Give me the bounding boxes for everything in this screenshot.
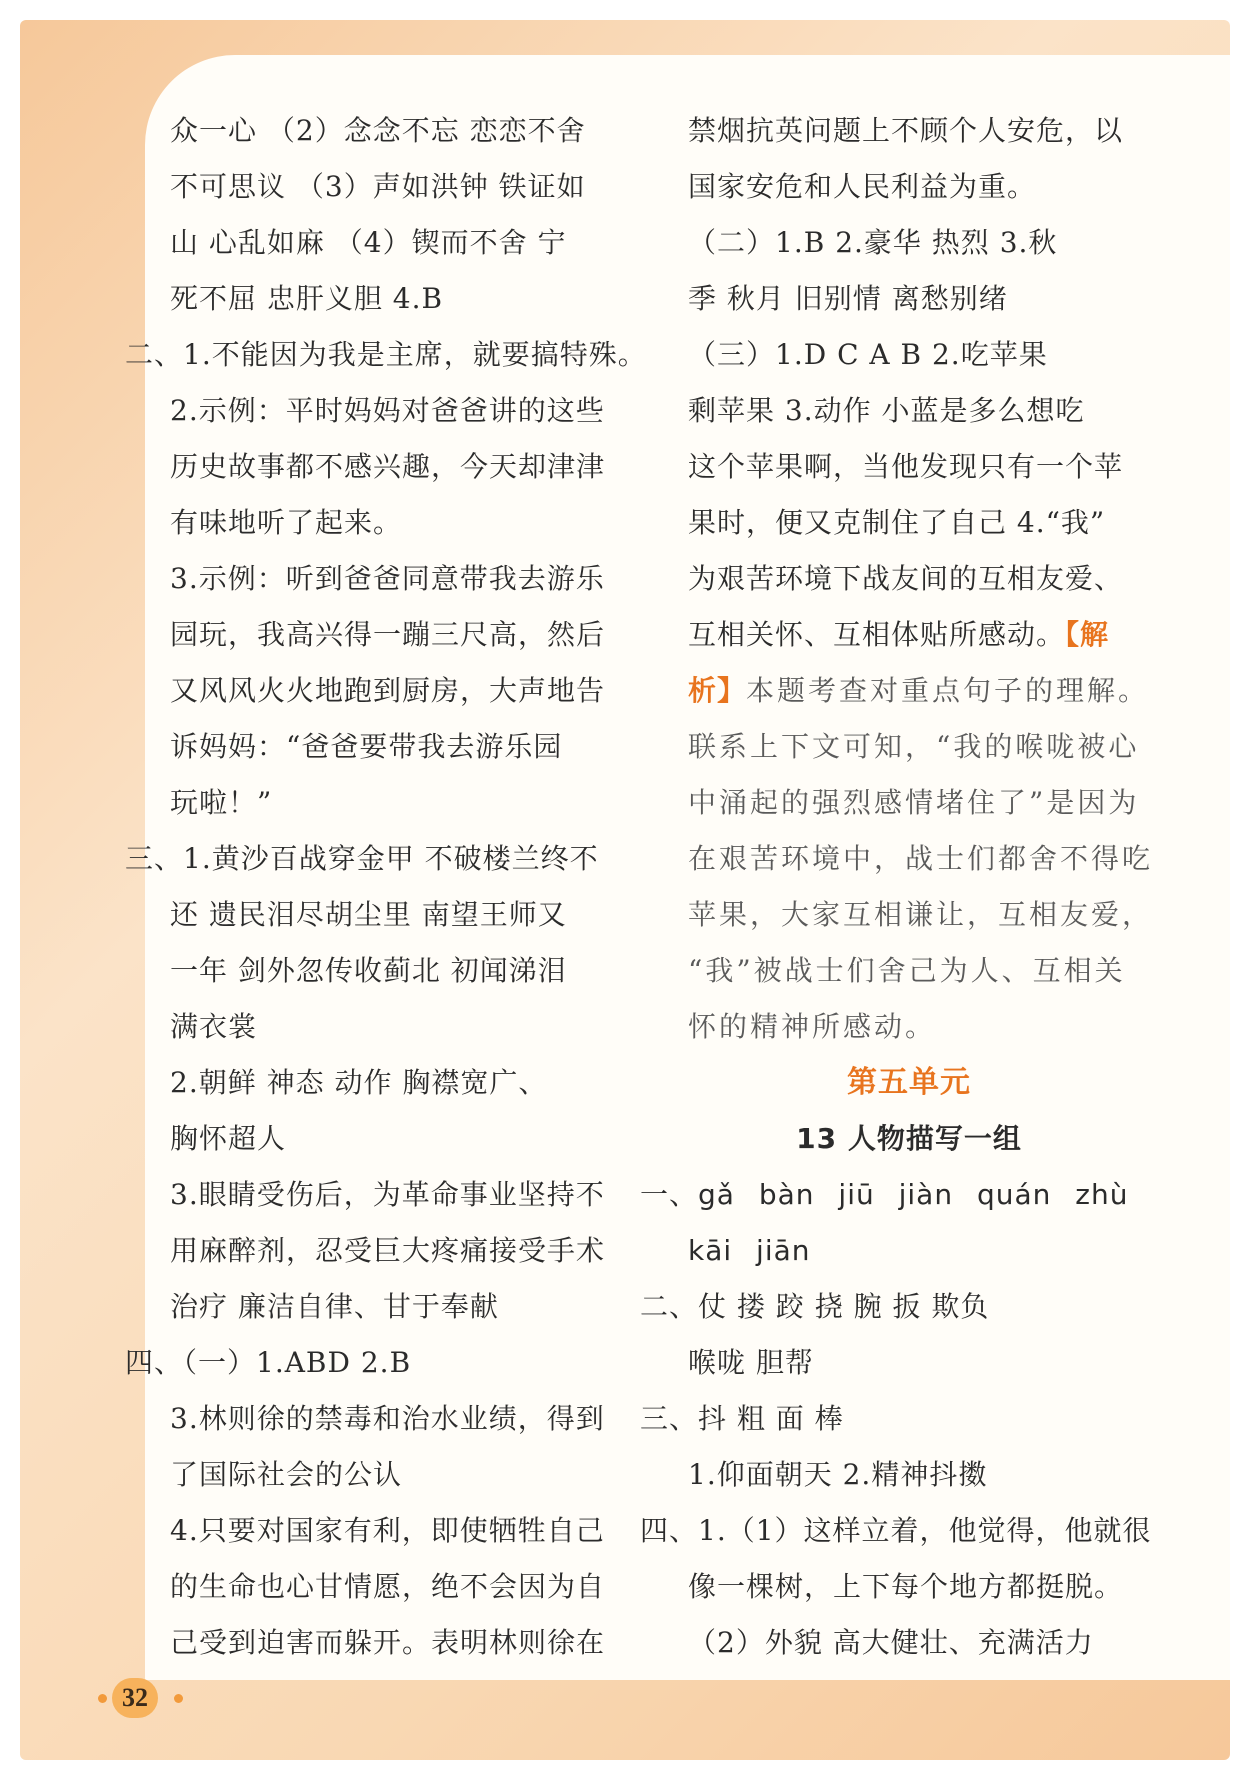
text-line: 山 心乱如麻 （4）锲而不舍 宁 (170, 226, 567, 259)
text-line: 又风风火火地跑到厨房，大声地告 (170, 674, 606, 707)
text-line: 三、抖 粗 面 棒 (640, 1402, 844, 1435)
text-line: 诉妈妈：“爸爸要带我去游乐园 (170, 730, 563, 763)
analysis-line: “我”被战士们舍己为人、互相关 (688, 954, 1126, 987)
text-line-with-tag (640, 607, 1130, 663)
text-line: 季 秋月 旧别情 离愁别绪 (688, 282, 1008, 315)
text-line: 3.林则徐的禁毒和治水业绩，得到 (170, 1402, 605, 1435)
text-line: 己受到迫害而躲开。表明林则徐在 (170, 1626, 606, 1659)
text-line: 死不屈 忠肝义胆 4.B (170, 282, 444, 315)
text-line-with-tag (640, 663, 1150, 719)
text-line: 二、1.不能因为我是主席，就要搞特殊。 (125, 338, 647, 371)
text-line: 4.只要对国家有利，即使牺牲自己 (170, 1514, 605, 1547)
text-line: 众一心 （2）念念不忘 恋恋不舍 (170, 114, 586, 147)
text-line: 二、仗 搂 跤 挠 腕 扳 欺负 (640, 1290, 990, 1323)
text-line: 满衣裳 (170, 1010, 258, 1043)
text-line: 2.示例：平时妈妈对爸爸讲的这些 (170, 394, 605, 427)
analysis-line: 苹果，大家互相谦让，互相友爱， (688, 898, 1154, 931)
text-line: 还 遗民泪尽胡尘里 南望王师又 (170, 898, 567, 931)
right-column (640, 103, 1154, 1671)
text-line: 的生命也心甘情愿，绝不会因为自 (170, 1570, 606, 1603)
text-line: 有味地听了起来。 (170, 506, 403, 539)
analysis-tag-close: 析】 (688, 674, 747, 707)
text-line: 剩苹果 3.动作 小蓝是多么想吃 (688, 394, 1085, 427)
text-line: 四、（一）1.ABD 2.B (125, 1346, 412, 1379)
text-line: 治疗 廉洁自律、甘于奉献 (170, 1290, 499, 1323)
left-column (125, 103, 647, 1671)
text-line: 一年 剑外忽传收蓟北 初闻涕泪 (170, 954, 567, 987)
text-line: 像一棵树，上下每个地方都挺脱。 (688, 1570, 1124, 1603)
text-line: （二）1.B 2.豪华 热烈 3.秋 (688, 226, 1058, 259)
text-line: 胸怀超人 (170, 1122, 287, 1155)
analysis-text: 本题考查对重点句子的理解。 (746, 674, 1150, 707)
text-line: 1.仰面朝天 2.精神抖擞 (688, 1458, 988, 1491)
text-line: 2.朝鲜 神态 动作 胸襟宽广、 (170, 1066, 548, 1099)
text-line: 3.眼睛受伤后，为革命事业坚持不 (170, 1178, 605, 1211)
text-line: 园玩，我高兴得一蹦三尺高，然后 (170, 618, 606, 651)
text-line: 喉咙 胆帮 (688, 1346, 814, 1379)
analysis-line: 中涌起的强烈感情堵住了”是因为 (688, 786, 1140, 819)
text-line: 不可思议 （3）声如洪钟 铁证如 (170, 170, 586, 203)
analysis-line: 怀的精神所感动。 (688, 1010, 937, 1043)
text-line: （2）外貌 高大健壮、充满活力 (688, 1626, 1094, 1659)
text-line: 四、1.（1）这样立着，他觉得，他就很 (640, 1514, 1152, 1547)
text-line: 3.示例：听到爸爸同意带我去游乐 (170, 562, 605, 595)
text-line: 玩啦！” (170, 786, 273, 819)
analysis-tag-open: 【解 (1065, 618, 1110, 651)
text-line: 果时，便又克制住了自己 4.“我” (688, 506, 1106, 539)
analysis-line: 在艰苦环境中，战士们都舍不得吃 (688, 842, 1154, 875)
decorative-dot (98, 1694, 107, 1703)
page-number: 32 (112, 1678, 158, 1718)
text-line: 用麻醉剂，忍受巨大疼痛接受手术 (170, 1234, 606, 1267)
unit-title: 第五单元 (847, 1065, 971, 1100)
analysis-line: 联系上下文可知，“我的喉咙被心 (688, 730, 1140, 763)
text-line: 这个苹果啊，当他发现只有一个苹 (688, 450, 1124, 483)
text-line: 了国际社会的公认 (170, 1458, 403, 1491)
lesson-title: 13 人物描写一组 (796, 1122, 1022, 1155)
text-line: （三）1.D C A B 2.吃苹果 (688, 338, 1048, 371)
text-line: 国家安危和人民利益为重。 (688, 170, 1037, 203)
text-line: kāi jiān (688, 1234, 811, 1267)
text-line: 禁烟抗英问题上不顾个人安危，以 (688, 114, 1124, 147)
text-line: 历史故事都不感兴趣，今天却津津 (170, 450, 606, 483)
text-line: 为艰苦环境下战友间的互相友爱、 (688, 562, 1124, 595)
text-segment: 互相关怀、互相体贴所感动。 (688, 618, 1066, 651)
text-line: 三、1.黄沙百战穿金甲 不破楼兰终不 (125, 842, 599, 875)
decorative-dot (174, 1694, 183, 1703)
text-line: 一、gǎ bàn jiū jiàn quán zhù (640, 1178, 1129, 1211)
